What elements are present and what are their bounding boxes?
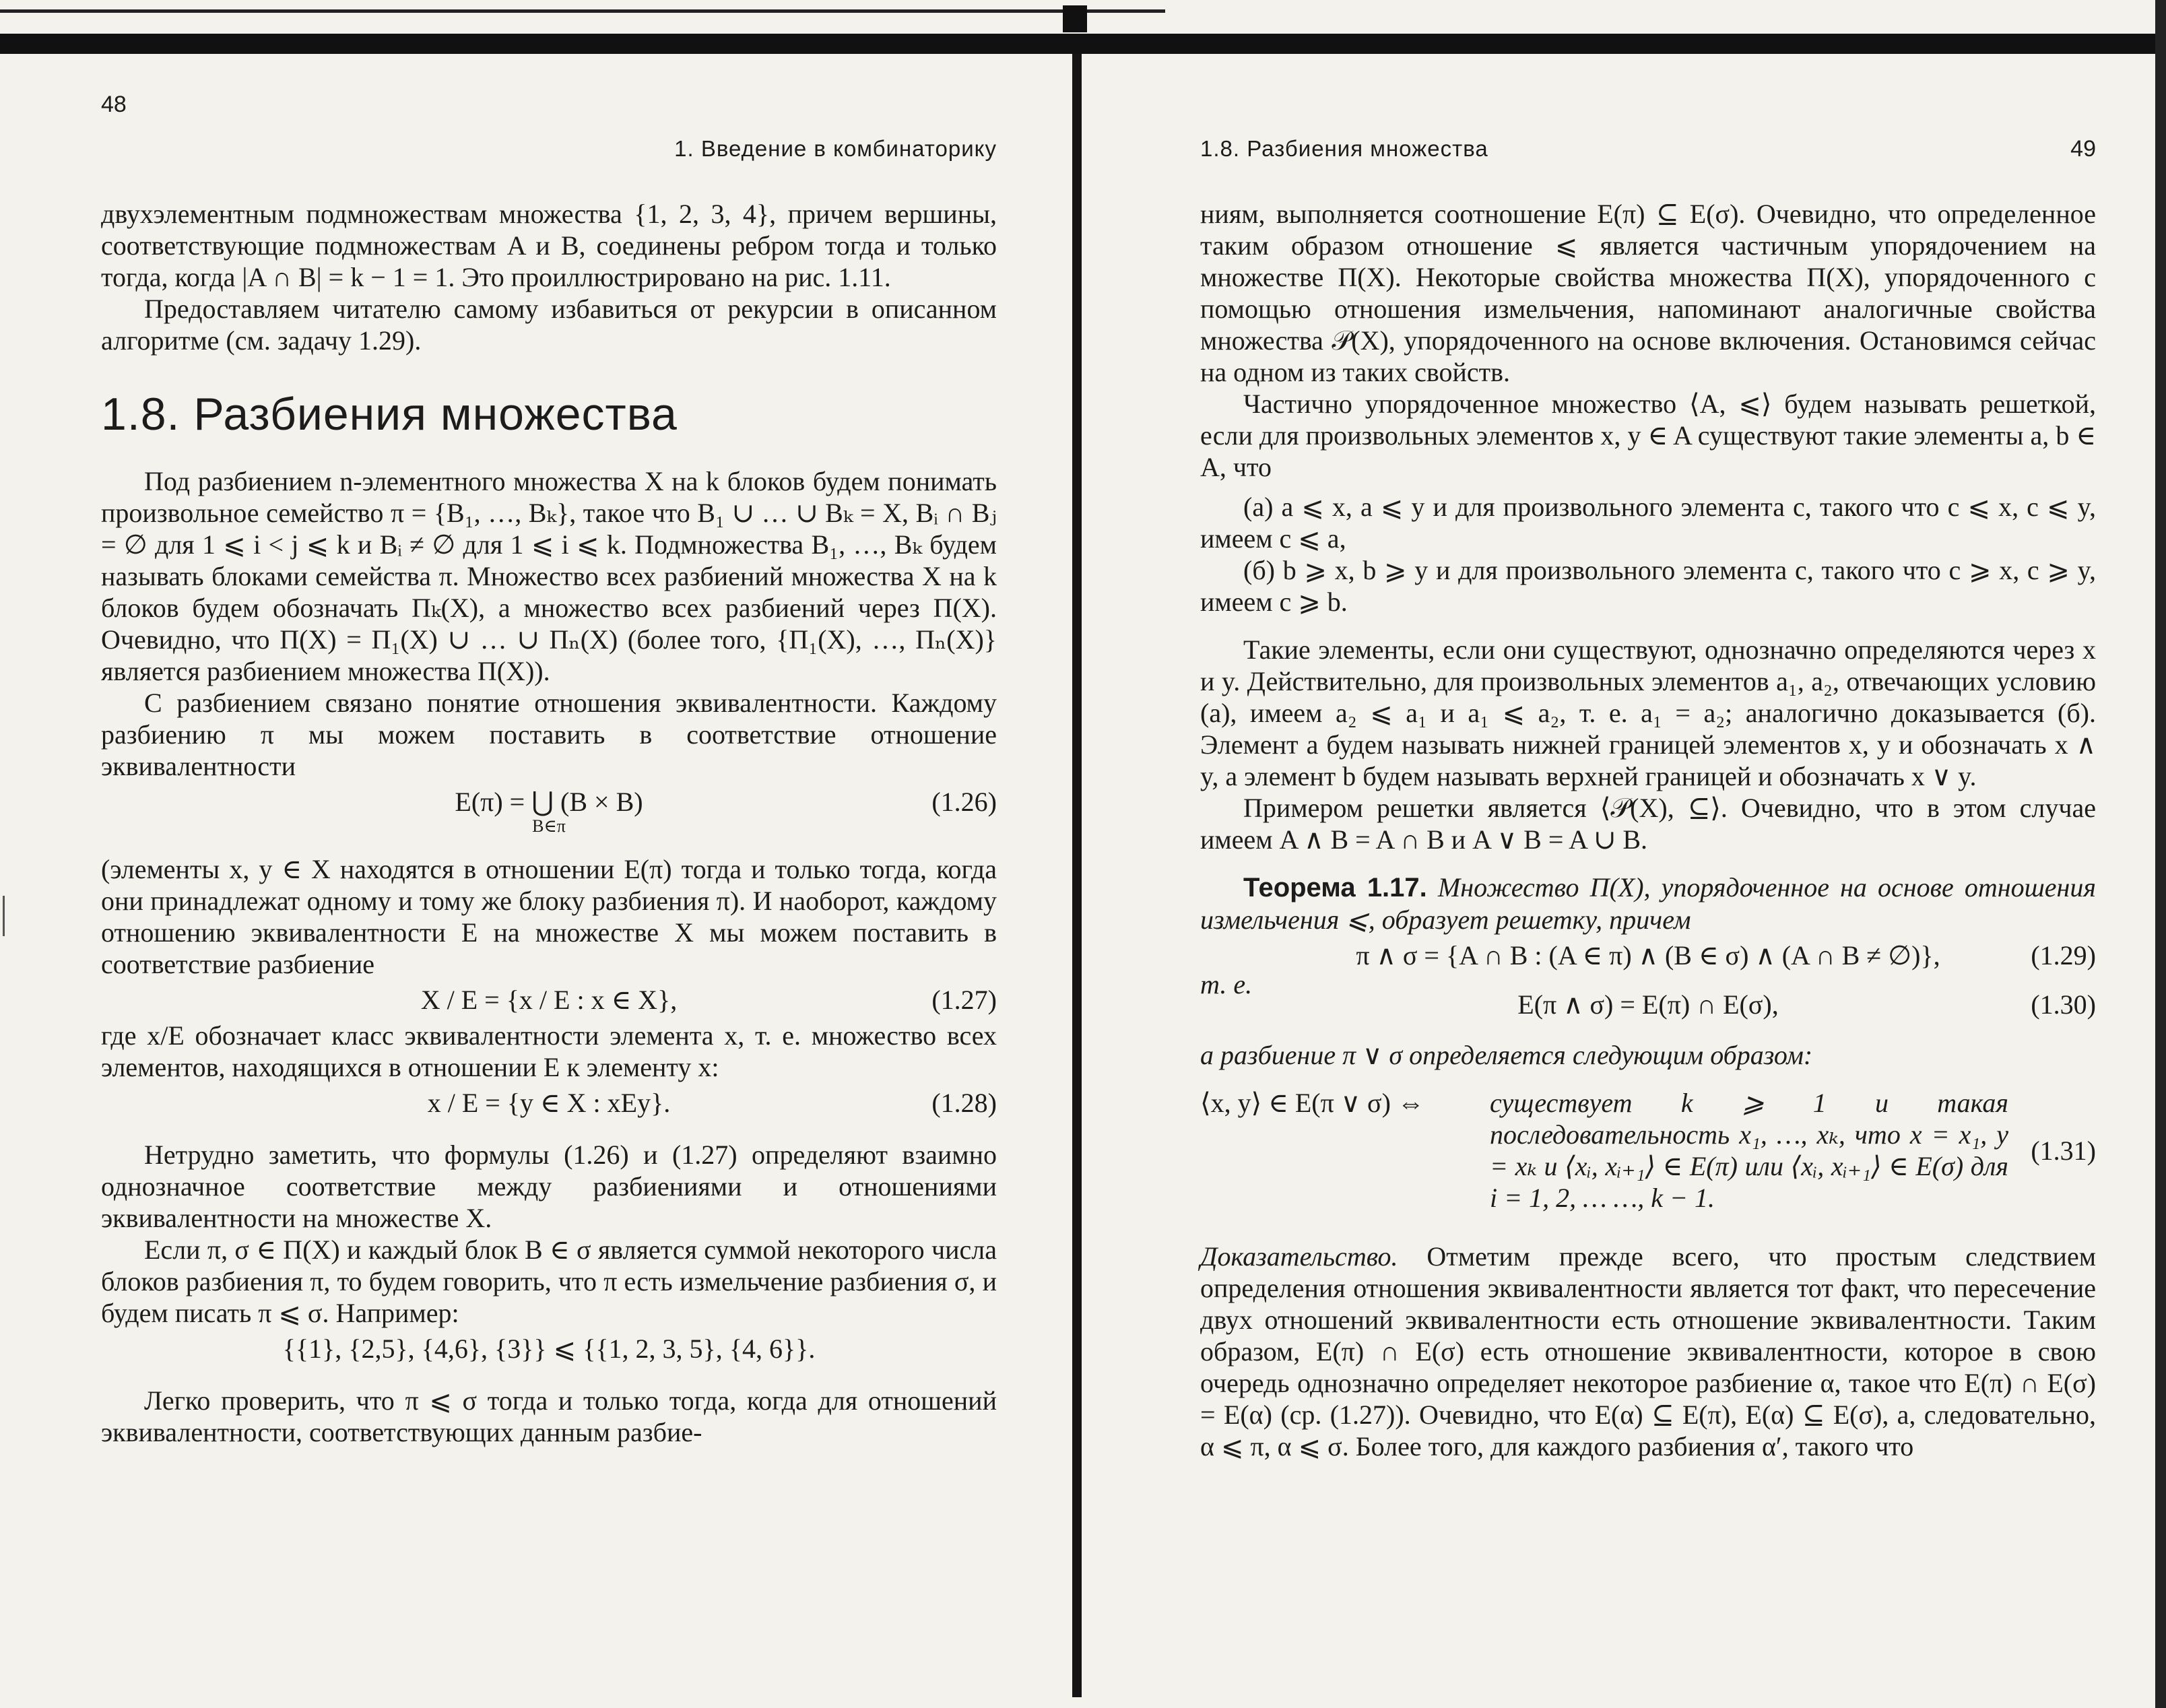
proof-text: Отметим прежде всего, что простым следствием определения отношения эквивалентности является тот факт, что пересечение двух отношений эквивалентности есть отношение эквивалентности. Таким образом, E(π) ∩ E(σ) есть отношение эквивалентности, которое в свою очередь однозначно определяет некоторое разбиение α, такое что E(π) ∩ E(σ) = E(α) (ср. (1.27)). Очевидно, что E(α) ⊆ E(π), E(α) ⊆ E(σ), а, следовательно, α ⩽ π, α ⩽ σ. Более того, для каждого разбиения α′, такого что [1200,1241,2097,1461]
left-body [101,198,997,1448]
equation-1-27 [101,984,997,1016]
example-formula-text: {{1}, {2,5}, {4,6}, {3}} ⩽ {{1, 2, 3, 5}, {4, 6}}. [282,1334,816,1364]
join-intro: а разбиение π ∨ σ определяется следующим образом: [1200,1040,1813,1070]
right-page-number: 49 [2070,136,2096,162]
top-edge-line [0,9,1165,13]
equation-1-29-number: (1.29) [2031,940,2096,971]
section-title: 1.8. Разбиения множества [101,389,678,440]
right-running-head: 1.8. Разбиения множества [1200,136,1488,161]
book-spine [1072,54,1082,1697]
check-paragraph: Легко проверить, что π ⩽ σ тогда и только тогда, когда для отношений эквивалентности, соответствующих данным разбие- [101,1385,997,1447]
refinement-paragraph: Если π, σ ∈ Π(X) и каждый блок B ∈ σ является суммой некоторого числа блоков разбиения π, то будем говорить, что π есть измельчение разбиения σ, и будем писать π ⩽ σ. Например: [101,1235,997,1328]
theorem [1200,872,2096,935]
equation-1-30-formula: E(π ∧ σ) = E(π) ∩ E(σ), [1517,989,1779,1020]
partition-definition: Под разбиением n-элементного множества X на k блоков будем понимать произвольное семейство π = {B₁, …, Bₖ}, такое что B₁ ∪ … ∪ Bₖ = X, Bᵢ ∩ Bⱼ = ∅ для 1 ⩽ i < j ⩽ k и Bᵢ ≠ ∅ для 1 ⩽ i ⩽ k. Подмножества B₁, …, Bₖ будем называть блоками семейства π. Множество всех разбиений множества X на k блоков будем обозначать Πₖ(X), а множество всех разбиений через Π(X). Очевидно, что Π(X) = Π₁(X) ∪ … ∪ Πₙ(X) (более того, {Π₁(X), …, Πₙ(X)} является разбиением множества Π(X)). [101,466,997,686]
equation-1-28-formula: x / E = {y ∈ X : xEy}. [427,1088,671,1118]
left-page-number: 48 [101,92,127,117]
equation-1-31-lhs: ⟨x, y⟩ ∈ E(π ∨ σ) ⇔ [1200,1088,1424,1118]
class-paragraph: где x/E обозначает класс эквивалентности элемента x, т. е. множество всех элементов, находящихся в отношении E к элементу x: [101,1020,997,1082]
elements-paragraph: (элементы x, y ∈ X находятся в отношении E(π) тогда и только тогда, когда они принадлежат одному и тому же блоку разбиения π). И наоборот, каждому отношению эквивалентности E на множестве X мы можем поставить в соответствие разбиение [101,854,997,979]
equation-1-28 [101,1087,997,1119]
equation-1-27-number: (1.27) [931,985,997,1015]
equivalence-paragraph: С разбиением связано понятие отношения эквивалентности. Каждому разбиению π мы можем поставить в соответствие отношение эквивалентности [101,688,997,781]
right-body [1200,198,2096,1462]
equation-1-31-number: (1.31) [2031,1135,2096,1166]
intro-paragraph: двухэлементным подмножествам множества {1, 2, 3, 4}, причем вершины, соответствующие подмножествам A и B, соединены ребром тогда и только тогда, когда |A ∩ B| = k − 1 = 1. Это проиллюстрировано на рис. 1.11. [101,199,997,292]
top-dark-band [0,34,2166,54]
condition-a: (a) a ⩽ x, a ⩽ y и для произвольного элемента c, такого что c ⩽ x, c ⩽ y, имеем c ⩽ a, [1200,492,2096,554]
equation-1-31 [1200,1087,2096,1214]
recursion-paragraph: Предоставляем читателю самому избавиться от рекурсии в описанном алгоритме (см. задачу 1.29). [101,294,997,356]
uniqueness-paragraph: Такие элементы, если они существуют, однозначно определяются через x и y. Действительно, для произвольных элементов a₁, a₂, отвечающих условию (a), имеем a₂ ⩽ a₁ и a₁ ⩽ a₂, т. е. a₁ = a₂; аналогично доказывается (б). Элемент a будем называть нижней границей элементов x, y и обозначать x ∧ y, а элемент b будем называть верхней границей и обозначать x ∨ y. [1200,634,2096,791]
continuation-paragraph: ниям, выполняется соотношение E(π) ⊆ E(σ). Очевидно, что определенное таким образом отношение ⩽ является частичным упорядочением на множестве Π(X). Некоторые свойства множества Π(X), упорядоченного с помощью отношения измельчения, напоминают аналогичные свойства множества 𝒫(X), упорядоченного на основе включения. Остановимся сейчас на одном из таких свойств. [1200,199,2096,387]
theorem-text: Множество Π(X), упорядоченное на основе отношения измельчения ⩽, образует решетку, причем [1200,872,2096,935]
example-paragraph: Примером решетки является ⟨𝒫(X), ⊆⟩. Очевидно, что в этом случае имеем A ∧ B = A ∩ B и A ∨ B = A ∪ B. [1200,793,2096,855]
equation-1-26-formula: E(π) = ⋃ (B × B) [455,787,643,817]
formulas-paragraph: Нетрудно заметить, что формулы (1.26) и (1.27) определяют взаимно однозначное соответствие между разбиениями и отношениями эквивалентности на множестве X. [101,1140,997,1233]
spine-top-mark [1063,5,1087,32]
proof [1200,1241,2096,1462]
equation-1-30 [1200,968,2096,1020]
equation-1-26-subscript: B∈π [532,816,566,836]
left-margin-mark [3,896,5,936]
theorem-label: Теорема 1.17. [1243,873,1427,902]
proof-label: Доказательство. [1200,1241,1398,1272]
equation-1-29 [1200,940,2096,971]
equation-1-27-formula: X / E = {x / E : x ∈ X}, [420,985,678,1015]
equation-1-28-number: (1.28) [931,1088,997,1118]
equation-1-29-formula: π ∧ σ = {A ∩ B : (A ∈ π) ∧ (B ∈ σ) ∧ (A ∩ B ≠ ∅)}, [1356,940,1940,971]
equation-1-30-number: (1.30) [2031,989,2096,1020]
lattice-paragraph: Частично упорядоченное множество ⟨A, ⩽⟩ будем называть решеткой, если для произвольных элементов x, y ∈ A существуют такие элементы a, b ∈ A, что [1200,389,2096,482]
example-formula [101,1333,997,1365]
te-label: т. е. [1200,969,1253,999]
condition-b: (б) b ⩾ x, b ⩾ y и для произвольного элемента c, такого что c ⩾ x, c ⩾ y, имеем c ⩾ b. [1200,555,2096,617]
equation-1-26 [101,786,997,849]
equation-1-31-rhs: существует k ⩾ 1 и такая последовательность x₁, …, xₖ, что x = x₁, y = xₖ и ⟨xᵢ, xᵢ₊₁⟩ ∈ E(π) или ⟨xᵢ, xᵢ₊₁⟩ ∈ E(σ) для i = 1, 2, … …, k − 1. [1490,1088,2008,1213]
equation-1-26-number: (1.26) [931,787,997,817]
right-page-edge [2155,0,2166,1708]
left-running-head: 1. Введение в комбинаторику [674,136,997,161]
